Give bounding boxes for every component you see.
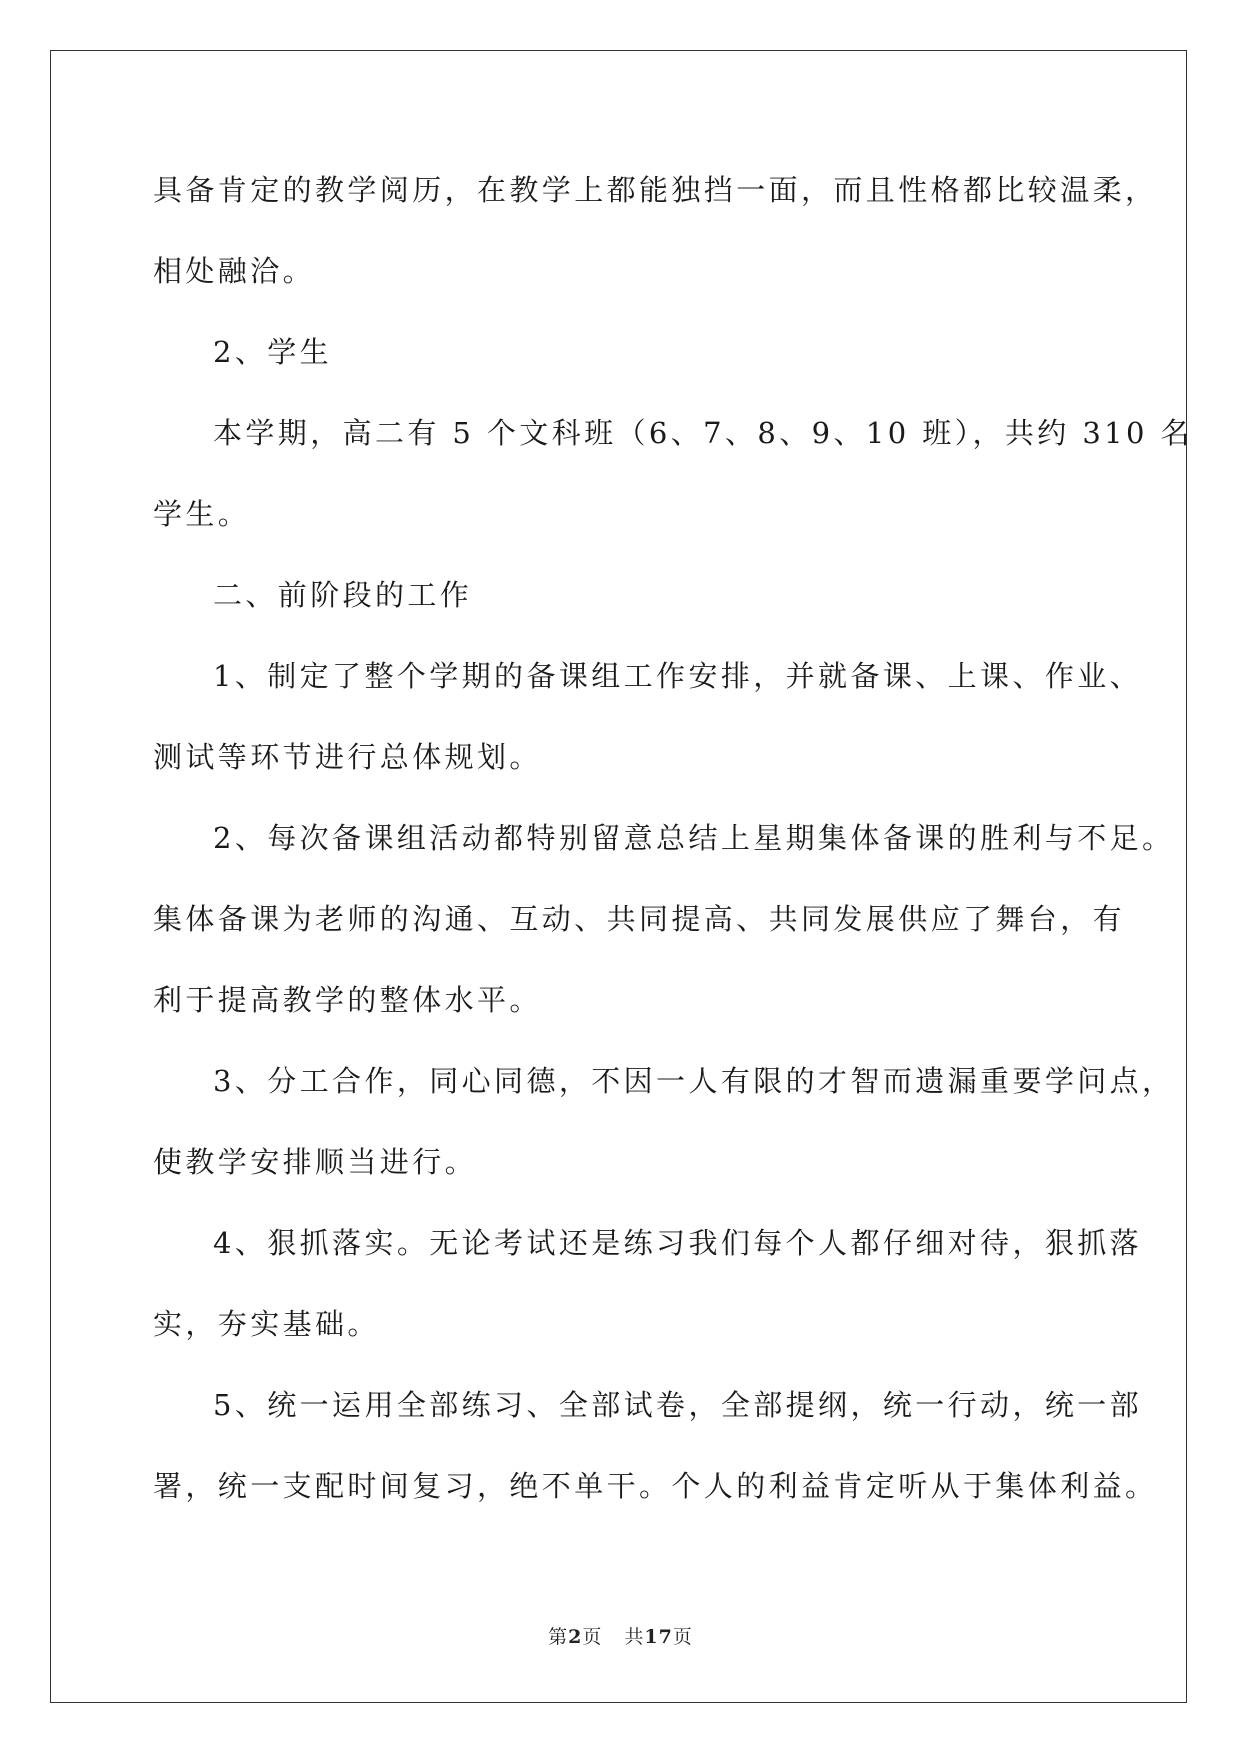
text-line: 1、制定了整个学期的备课组工作安排，并就备课、上课、作业、 <box>213 659 1143 693</box>
text-line: 利于提高教学的整体水平。 <box>153 983 542 1017</box>
section-heading: 2、学生 <box>213 335 333 369</box>
page-prefix: 第 <box>548 1626 569 1648</box>
total-suffix: 页 <box>672 1626 693 1648</box>
page-number: 2 <box>568 1626 583 1648</box>
total-pages: 17 <box>644 1626 673 1648</box>
text-line: 2、每次备课组活动都特别留意总结上星期集体备课的胜利与不足。 <box>213 821 1175 855</box>
section-heading: 二、前阶段的工作 <box>213 578 473 612</box>
text-line: 本学期，高二有 5 个文科班（6、7、8、9、10 班），共约 310 名 <box>213 416 1193 450</box>
text-line: 4、狠抓落实。无论考试还是练习我们每个人都仔细对待，狠抓落 <box>213 1226 1143 1260</box>
text-line: 集体备课为老师的沟通、互动、共同提高、共同发展供应了舞台，有 <box>153 902 1126 936</box>
document-body <box>153 150 1193 1527</box>
text-line: 署，统一支配时间复习，绝不单干。个人的利益肯定听从于集体利益。 <box>153 1469 1158 1503</box>
text-line: 测试等环节进行总体规划。 <box>153 740 542 774</box>
text-line: 学生。 <box>153 497 251 531</box>
text-line: 实，夯实基础。 <box>153 1307 380 1341</box>
text-line: 使教学安排顺当进行。 <box>153 1145 478 1179</box>
text-line: 5、统一运用全部练习、全部试卷，全部提纲，统一行动，统一部 <box>213 1388 1143 1422</box>
text-line: 相处融洽。 <box>153 254 316 288</box>
page-suffix: 页 <box>582 1626 603 1648</box>
total-prefix: 共 <box>624 1626 645 1648</box>
text-line: 具备肯定的教学阅历，在教学上都能独挡一面，而且性格都比较温柔， <box>153 173 1158 207</box>
page-footer <box>0 1622 1241 1649</box>
text-line: 3、分工合作，同心同德，不因一人有限的才智而遗漏重要学问点， <box>213 1064 1175 1098</box>
